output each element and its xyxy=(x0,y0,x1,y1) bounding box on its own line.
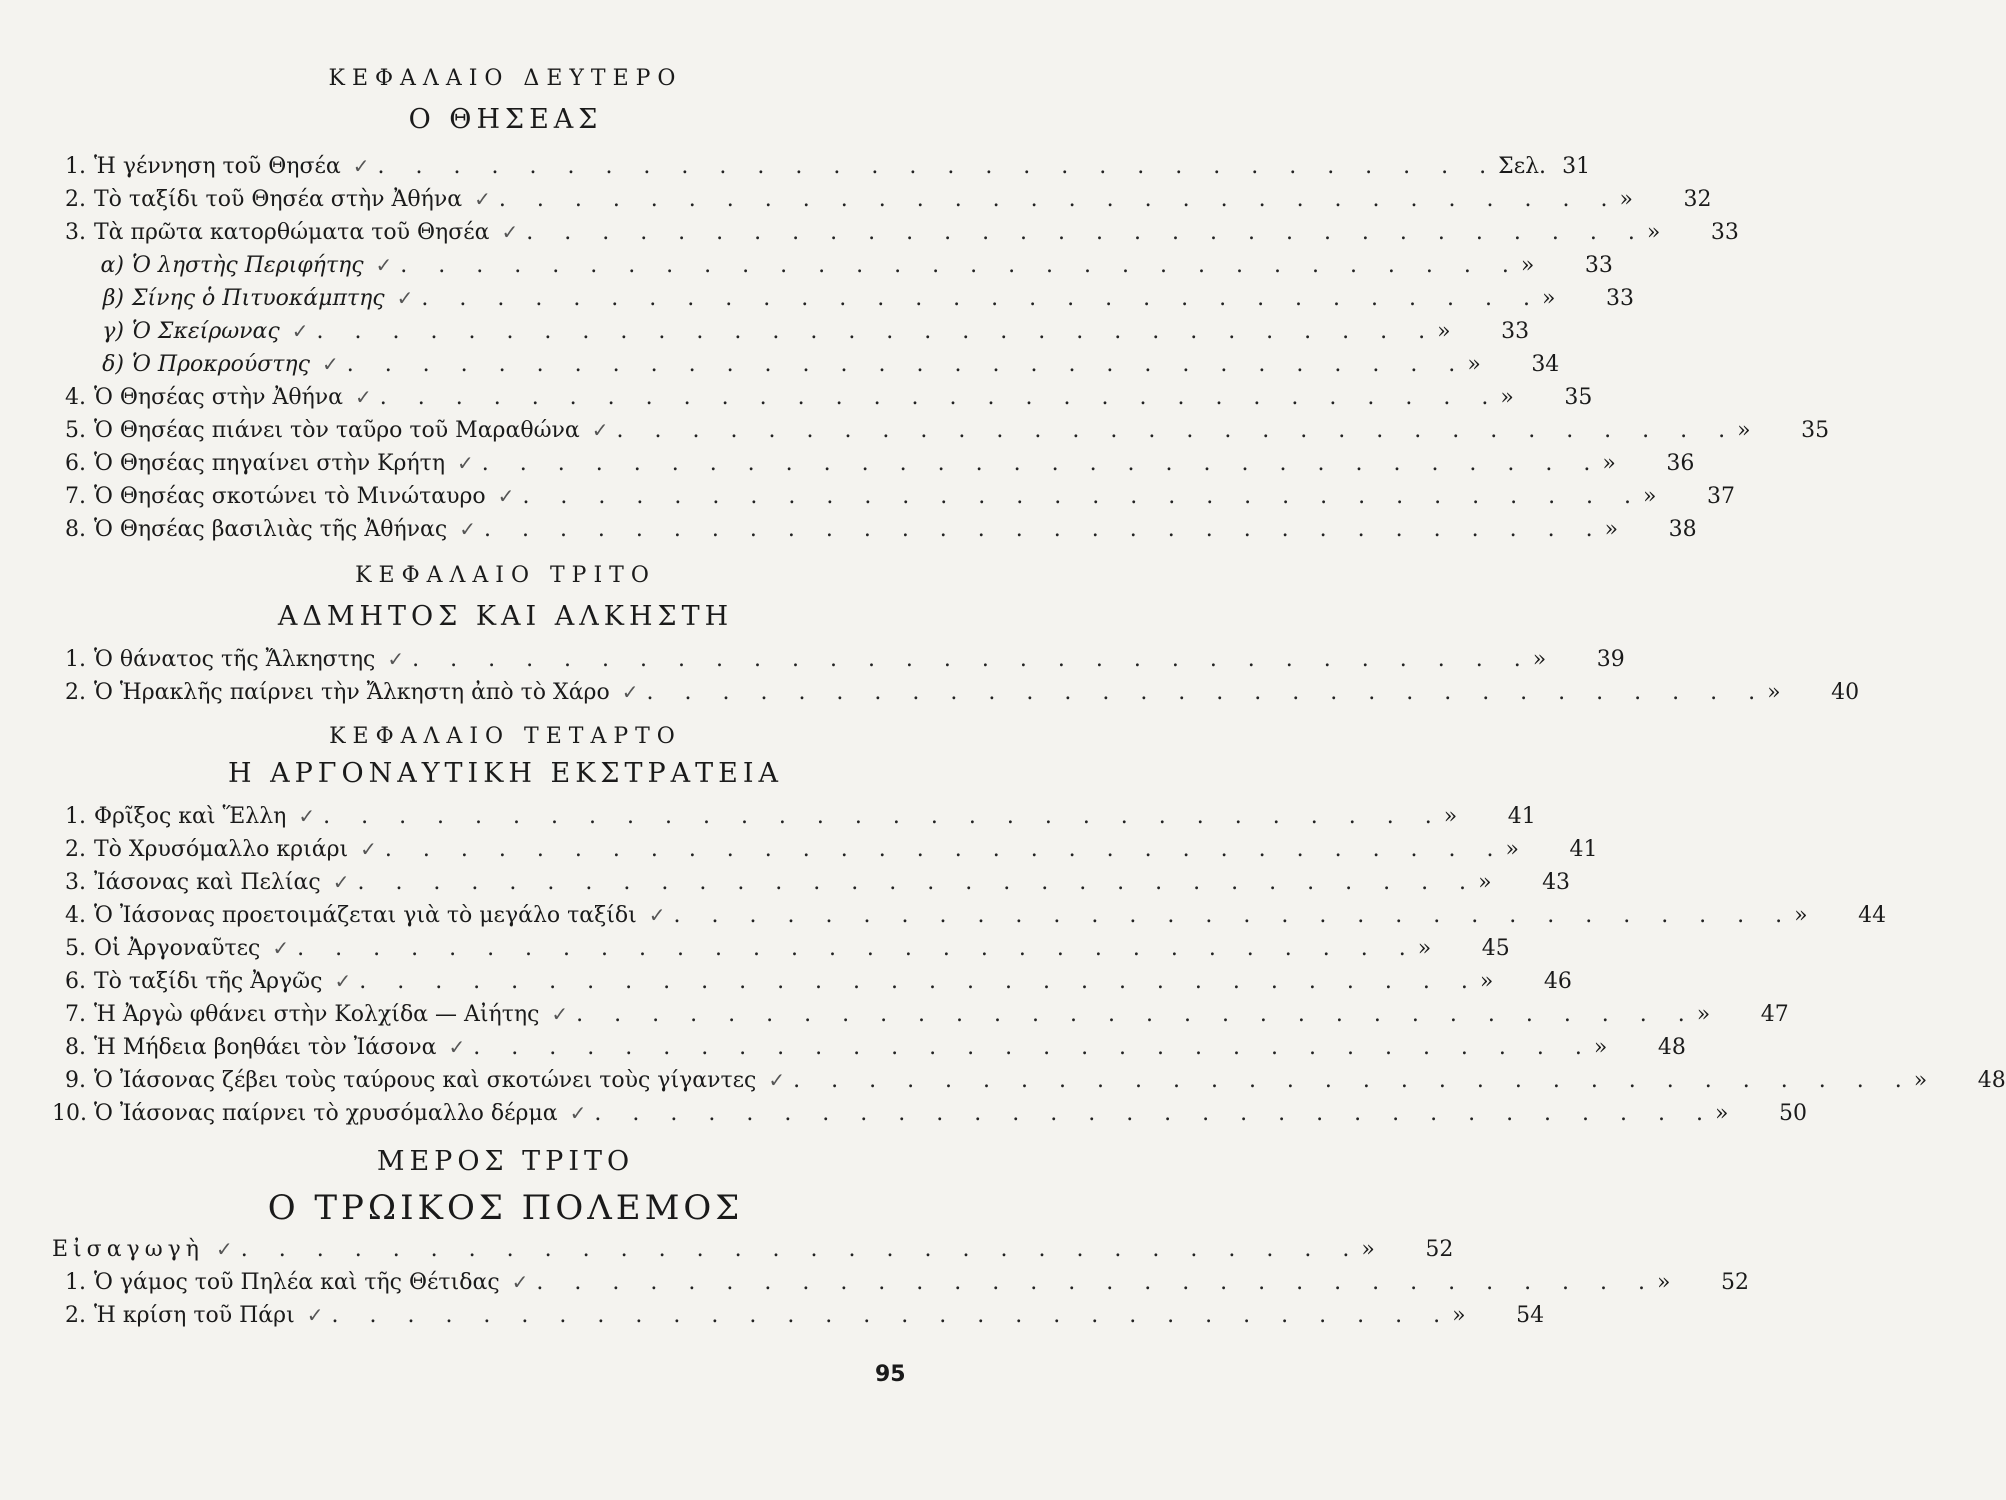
entry-number: 10. xyxy=(52,1101,87,1126)
toc-entry xyxy=(52,1270,1750,1300)
entry-number: δ) xyxy=(102,352,124,377)
entry-title: Ὁ Προκρούστης xyxy=(132,352,310,377)
check-mark-icon: ✓ xyxy=(474,187,491,211)
entry-title: Ὁ Θησέας πηγαίνει στὴν Κρήτη xyxy=(94,451,446,476)
leader-dots: . . . . . . . . . . . . . . . . . . . . . . . . . . . . . . xyxy=(616,418,1738,443)
check-mark-icon: ✓ xyxy=(591,418,609,442)
page-ref-label: » xyxy=(1593,1035,1608,1060)
entry-title: Ἡ γέννηση τοῦ Θησέα xyxy=(94,154,341,179)
entry-page: 41 xyxy=(1507,804,1536,829)
entry-page: 44 xyxy=(1858,903,1887,928)
check-mark-icon: ✓ xyxy=(387,647,405,671)
page-ref-label: » xyxy=(1913,1068,1928,1093)
leader-dots: . . . . . . . . . . . . . . . . . . . . . . . . . . . . . . xyxy=(316,319,1438,344)
check-mark-icon: ✓ xyxy=(321,352,339,376)
entry-number: β) xyxy=(102,286,124,311)
chapter-2-label: ΚΕΦΑΛΑΙΟ ΔΕΥΤΕΡΟ xyxy=(328,66,683,91)
entry-title: Ὁ Ἰάσονας παίρνει τὸ χρυσόμαλλο δέρμα xyxy=(94,1101,558,1126)
entry-page: 38 xyxy=(1668,517,1697,542)
entry-title: Ὁ Ἰάσονας προετοιμάζεται γιὰ τὸ μεγάλο ταξίδι xyxy=(94,903,637,928)
check-mark-icon: ✓ xyxy=(291,319,309,343)
page-ref-label: » xyxy=(1794,903,1808,928)
entry-number: 2. xyxy=(65,187,86,212)
page-ref-label: » xyxy=(1478,870,1492,895)
entry-page: 32 xyxy=(1683,187,1712,212)
check-mark-icon: ✓ xyxy=(215,1237,233,1261)
entry-page: 33 xyxy=(1584,253,1613,278)
leader-dots: . . . . . . . . . . . . . . . . . . . . . . . . . . . . . . xyxy=(400,253,1521,278)
toc-subentry xyxy=(52,286,1634,316)
check-mark-icon: ✓ xyxy=(511,1270,529,1294)
entry-number: 7. xyxy=(65,484,86,509)
toc-subentry xyxy=(52,352,1560,382)
toc-entry xyxy=(52,804,1536,834)
entry-title: Τὸ ταξίδι τοῦ Θησέα στὴν Ἀθήνα xyxy=(94,187,463,212)
entry-title: Εἰσαγωγὴ xyxy=(52,1237,204,1262)
check-mark-icon: ✓ xyxy=(768,1068,786,1092)
entry-page: 33 xyxy=(1605,286,1634,311)
leader-dots: . . . . . . . . . . . . . . . . . . . . . . . . . . . . . . xyxy=(498,187,1620,212)
page-ref-label: » xyxy=(1643,484,1657,509)
check-mark-icon: ✓ xyxy=(648,903,666,927)
leader-dots: . . . . . . . . . . . . . . . . . . . . . . . . . . . . . . xyxy=(377,154,1499,179)
entry-page: 33 xyxy=(1501,319,1530,344)
entry-title: Σίνης ὁ Πιτυοκάμπτης xyxy=(132,286,385,311)
page-ref-label: » xyxy=(1767,680,1781,705)
entry-title: Οἱ Ἀργοναῦτες xyxy=(94,936,261,961)
page-ref-label: » xyxy=(1520,253,1535,278)
entry-page: 41 xyxy=(1569,837,1598,862)
check-mark-icon: ✓ xyxy=(448,1035,466,1059)
toc-entry xyxy=(52,680,1860,710)
entry-page: 37 xyxy=(1707,484,1736,509)
check-mark-icon: ✓ xyxy=(360,837,377,861)
page-ref-label: » xyxy=(1452,1303,1466,1328)
toc-entry xyxy=(52,220,1739,250)
toc-entry xyxy=(52,451,1695,481)
leader-dots: . . . . . . . . . . . . . . . . . . . . . . . . . . . . . . xyxy=(646,680,1768,705)
entry-page: 39 xyxy=(1596,647,1625,672)
entry-number: 8. xyxy=(65,1035,86,1060)
page-ref-label: » xyxy=(1437,319,1451,344)
leader-dots: . . . . . . . . . . . . . . . . . . . . . . . . . . . . . . xyxy=(297,936,1418,961)
toc-entry xyxy=(52,1101,1807,1131)
part-3-label: ΜΕΡΟΣ ΤΡΙΤΟ xyxy=(376,1146,635,1177)
page-ref-label: Σελ. xyxy=(1498,154,1547,179)
entry-number: 4. xyxy=(65,385,86,410)
toc-entry xyxy=(52,837,1598,867)
entry-number: 1. xyxy=(65,647,86,672)
check-mark-icon: ✓ xyxy=(501,220,519,244)
toc-entry xyxy=(52,903,1887,933)
page-ref-label: » xyxy=(1619,187,1633,212)
entry-title: Ἡ Ἀργὼ φθάνει στὴν Κολχίδα — Αἰήτης xyxy=(94,1002,540,1027)
toc-entry xyxy=(52,969,1572,999)
entry-number: 3. xyxy=(65,870,86,895)
entry-title: Ἡ Μήδεια βοηθάει τὸν Ἰάσονα xyxy=(94,1035,437,1060)
entry-page: 31 xyxy=(1562,154,1591,179)
page-ref-label: » xyxy=(1541,286,1556,311)
entry-number: 5. xyxy=(65,418,86,443)
entry-number: 2. xyxy=(65,680,86,705)
entry-number: 1. xyxy=(65,1270,86,1295)
entry-title: Τὸ ταξίδι τῆς Ἀργῶς xyxy=(94,969,323,994)
entry-number: 1. xyxy=(65,154,86,179)
check-mark-icon: ✓ xyxy=(459,517,476,541)
page-ref-label: » xyxy=(1443,804,1458,829)
page-ref-label: » xyxy=(1696,1002,1711,1027)
toc-entry-introduction xyxy=(52,1237,1454,1267)
entry-page: 43 xyxy=(1542,870,1571,895)
leader-dots: . . . . . . . . . . . . . . . . . . . . . . . . . . . . . . xyxy=(323,804,1444,829)
check-mark-icon: ✓ xyxy=(352,154,370,178)
leader-dots: . . . . . . . . . . . . . . . . . . . . . . . . . . . . . . xyxy=(793,1068,1914,1093)
entry-title: Ὁ ληστὴς Περιφήτης xyxy=(132,253,364,278)
entry-number: 1. xyxy=(65,804,86,829)
entry-number: 3. xyxy=(65,220,86,245)
leader-dots: . . . . . . . . . . . . . . . . . . . . . . . . . . . . . . xyxy=(576,1002,1697,1027)
check-mark-icon: ✓ xyxy=(272,936,290,960)
leader-dots: . . . . . . . . . . . . . . . . . . . . . . . . . . . . . . xyxy=(357,870,1479,895)
page-ref-label: » xyxy=(1479,969,1494,994)
page-ref-label: » xyxy=(1604,517,1619,542)
leader-dots: . . . . . . . . . . . . . . . . . . . . . . . . . . . . . . xyxy=(594,1101,1715,1126)
entry-title: Τὸ Χρυσόμαλλο κριάρι xyxy=(94,837,349,862)
entry-page: 35 xyxy=(1801,418,1830,443)
leader-dots: . . . . . . . . . . . . . . . . . . . . . . . . . . . . . . xyxy=(412,647,1533,672)
entry-number: 8. xyxy=(65,517,86,542)
toc-entry xyxy=(52,936,1510,966)
entry-title: Ὁ Ἰάσονας ζέβει τοὺς ταύρους καὶ σκοτώνει τοὺς γίγαντες xyxy=(94,1068,757,1093)
page-ref-label: » xyxy=(1532,647,1547,672)
entry-title: Ὁ γάμος τοῦ Πηλέα καὶ τῆς Θέτιδας xyxy=(94,1270,500,1295)
check-mark-icon: ✓ xyxy=(621,680,639,704)
leader-dots: . . . . . . . . . . . . . . . . . . . . . . . . . . . . . . xyxy=(346,352,1468,377)
check-mark-icon: ✓ xyxy=(569,1101,587,1125)
leader-dots: . . . . . . . . . . . . . . . . . . . . . . . . . . . . . . xyxy=(526,220,1647,245)
entry-number: 7. xyxy=(65,1002,86,1027)
entry-page: 40 xyxy=(1831,680,1860,705)
entry-page: 52 xyxy=(1721,1270,1750,1295)
entry-page: 50 xyxy=(1779,1101,1807,1126)
entry-number: 6. xyxy=(65,969,86,994)
toc-entry xyxy=(52,1068,2006,1098)
page-ref-label: » xyxy=(1602,451,1616,476)
entry-title: Ὁ Σκείρωνας xyxy=(132,319,280,344)
leader-dots: . . . . . . . . . . . . . . . . . . . . . . . . . . . . . . xyxy=(473,1035,1594,1060)
toc-entry xyxy=(52,647,1625,677)
leader-dots: . . . . . . . . . . . . . . . . . . . . . . . . . . . . . . xyxy=(331,1303,1453,1328)
entry-page: 35 xyxy=(1564,385,1593,410)
page-ref-label: » xyxy=(1467,352,1481,377)
toc-entry xyxy=(52,870,1571,900)
toc-entry xyxy=(52,1303,1545,1333)
entry-title: Ὁ Ἡρακλῆς παίρνει τὴν Ἄλκηστη ἀπὸ τὸ Χάρο xyxy=(94,680,610,705)
entry-title: Ὁ Θησέας στὴν Ἀθήνα xyxy=(94,385,343,410)
chapter-3-title: ΑΔΜΗΤΟΣ ΚΑΙ ΑΛΚΗΣΤΗ xyxy=(277,601,734,632)
toc-entry xyxy=(52,385,1593,415)
leader-dots: . . . . . . . . . . . . . . . . . . . . . . . . . . . . . . xyxy=(359,969,1480,994)
toc-entry xyxy=(52,1035,1686,1065)
entry-title: Ἰάσονας καὶ Πελίας xyxy=(94,870,321,895)
toc-entry xyxy=(52,418,1830,448)
toc-subentry xyxy=(52,319,1530,349)
entry-number: 6. xyxy=(65,451,86,476)
entry-number: 5. xyxy=(65,936,86,961)
check-mark-icon: ✓ xyxy=(396,286,414,310)
entry-number: γ) xyxy=(102,319,124,344)
entry-page: 47 xyxy=(1760,1002,1789,1027)
entry-page: 45 xyxy=(1481,936,1510,961)
entry-number: 9. xyxy=(65,1068,86,1093)
page-ref-label: » xyxy=(1737,418,1751,443)
leader-dots: . . . . . . . . . . . . . . . . . . . . . . . . . . . . . . xyxy=(483,517,1605,542)
entry-title: Ὁ Θησέας σκοτώνει τὸ Μινώταυρο xyxy=(94,484,486,509)
entry-page: 54 xyxy=(1516,1303,1545,1328)
entry-page: 48 xyxy=(1977,1068,2006,1093)
leader-dots: . . . . . . . . . . . . . . . . . . . . . . . . . . . . . . xyxy=(240,1237,1362,1262)
check-mark-icon: ✓ xyxy=(375,253,393,277)
entry-number: 2. xyxy=(65,1303,86,1328)
page-ref-label: » xyxy=(1657,1270,1671,1295)
leader-dots: . . . . . . . . . . . . . . . . . . . . . . . . . . . . . . xyxy=(421,286,1542,311)
check-mark-icon: ✓ xyxy=(306,1303,324,1327)
entry-page: 46 xyxy=(1543,969,1572,994)
chapter-3-label: ΚΕΦΑΛΑΙΟ ΤΡΙΤΟ xyxy=(355,563,656,588)
toc-entry xyxy=(52,187,1712,217)
toc-entry xyxy=(52,484,1736,514)
entry-title: Ὁ θάνατος τῆς Ἄλκηστης xyxy=(94,647,376,672)
page-ref-label: » xyxy=(1361,1237,1375,1262)
chapter-2-title: Ο ΘΗΣΕΑΣ xyxy=(408,104,603,135)
check-mark-icon: ✓ xyxy=(334,969,352,993)
check-mark-icon: ✓ xyxy=(298,804,316,828)
page-ref-label: » xyxy=(1715,1101,1729,1126)
page-number: 95 xyxy=(875,1362,906,1387)
entry-page: 48 xyxy=(1657,1035,1686,1060)
leader-dots: . . . . . . . . . . . . . . . . . . . . . . . . . . . . . . xyxy=(384,837,1506,862)
check-mark-icon: ✓ xyxy=(497,484,515,508)
toc-subentry xyxy=(52,253,1613,283)
check-mark-icon: ✓ xyxy=(457,451,474,475)
page-ref-label: » xyxy=(1500,385,1514,410)
chapter-4-label: ΚΕΦΑΛΑΙΟ ΤΕΤΑΡΤΟ xyxy=(329,724,682,749)
page-ref-label: » xyxy=(1505,837,1519,862)
toc-entry xyxy=(52,517,1697,547)
part-3-title: Ο ΤΡΩΙΚΟΣ ΠΟΛΕΜΟΣ xyxy=(267,1188,744,1228)
entry-title: Τὰ πρῶτα κατορθώματα τοῦ Θησέα xyxy=(94,220,490,245)
entry-title: Ὁ Θησέας βασιλιὰς τῆς Ἀθήνας xyxy=(94,517,448,542)
entry-number: α) xyxy=(100,253,124,278)
leader-dots: . . . . . . . . . . . . . . . . . . . . . . . . . . . . . . xyxy=(379,385,1501,410)
page-ref-label: » xyxy=(1646,220,1661,245)
entry-number: 2. xyxy=(65,837,86,862)
entry-page: 33 xyxy=(1710,220,1739,245)
toc-entry xyxy=(52,154,1591,184)
check-mark-icon: ✓ xyxy=(354,385,372,409)
entry-page: 52 xyxy=(1425,1237,1454,1262)
leader-dots: . . . . . . . . . . . . . . . . . . . . . . . . . . . . . . xyxy=(673,903,1795,928)
page-ref-label: » xyxy=(1417,936,1432,961)
entry-number: 4. xyxy=(65,903,86,928)
check-mark-icon: ✓ xyxy=(551,1002,569,1026)
chapter-4-title: Η ΑΡΓΟΝΑΥΤΙΚΗ ΕΚΣΤΡΑΤΕΙΑ xyxy=(227,758,784,789)
entry-title: Φρῖξος καὶ Ἕλλη xyxy=(94,804,287,829)
toc-entry xyxy=(52,1002,1789,1032)
entry-title: Ὁ Θησέας πιάνει τὸν ταῦρο τοῦ Μαραθώνα xyxy=(94,418,580,443)
leader-dots: . . . . . . . . . . . . . . . . . . . . . . . . . . . . . . xyxy=(536,1270,1658,1295)
entry-page: 34 xyxy=(1531,352,1560,377)
entry-page: 36 xyxy=(1666,451,1695,476)
leader-dots: . . . . . . . . . . . . . . . . . . . . . . . . . . . . . . xyxy=(522,484,1644,509)
entry-title: Ἡ κρίση τοῦ Πάρι xyxy=(94,1303,295,1328)
check-mark-icon: ✓ xyxy=(332,870,350,894)
leader-dots: . . . . . . . . . . . . . . . . . . . . . . . . . . . . . . xyxy=(481,451,1603,476)
